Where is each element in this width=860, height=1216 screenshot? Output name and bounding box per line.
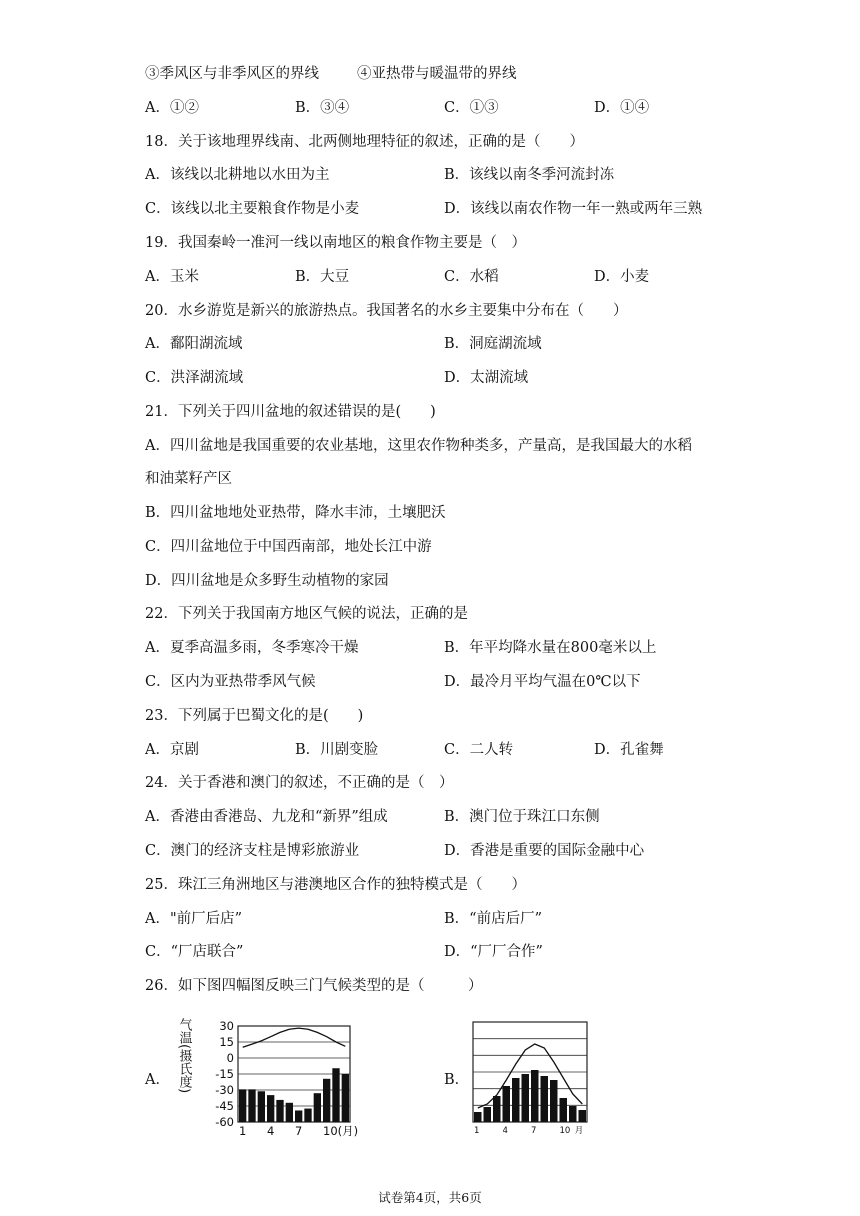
x-tick-label: 10(月): [323, 1124, 359, 1138]
precip-bar: [314, 1093, 321, 1122]
precip-bar: [522, 1074, 530, 1122]
y-tick-label: -15: [215, 1067, 234, 1081]
question-line: 22．下列关于我国南方地区气候的说法，正确的是: [145, 606, 468, 622]
precip-bar: [503, 1086, 511, 1122]
precip-bar: [512, 1078, 520, 1122]
temperature-line: [243, 1028, 346, 1047]
question-line: 19．我国秦岭一准河一线以南地区的粮食作物主要是（ ）: [145, 235, 526, 251]
option-text: D．香港是重要的国际金融中心: [444, 843, 645, 859]
precip-bar: [304, 1109, 311, 1122]
y-tick-label: -45: [215, 1099, 234, 1113]
option-text: C．“厂店联合”: [145, 944, 244, 960]
x-tick-label: 4: [502, 1126, 508, 1136]
option-text: A．玉米: [145, 269, 199, 285]
precip-bar: [239, 1089, 246, 1122]
x-tick-label: 4: [267, 1124, 275, 1138]
precip-bar: [332, 1068, 339, 1122]
precip-bar: [286, 1103, 293, 1122]
question-line: 21．下列关于四川盆地的叙述错误的是( ): [145, 404, 436, 420]
climate-chart-b: [465, 1012, 595, 1142]
precip-bar: [579, 1110, 587, 1122]
option-text: D．①④: [594, 100, 650, 116]
precip-bar: [550, 1080, 558, 1122]
option-a-label: A．: [145, 1072, 170, 1088]
question-line: 20．水乡游览是新兴的旅游热点。我国著名的水乡主要集中分布在（ ）: [145, 303, 628, 319]
option-text: B．大豆: [295, 269, 350, 285]
option-text: B．年平均降水量在800毫米以上: [444, 640, 657, 656]
option-text: B．“前店后厂”: [444, 911, 542, 927]
option-text: C．水稻: [444, 269, 499, 285]
x-tick-label: 7: [531, 1126, 537, 1136]
option-text: C．二人转: [444, 742, 514, 758]
option-text: A．鄱阳湖流域: [145, 336, 243, 352]
y-tick-label: -30: [215, 1083, 234, 1097]
option-text: D．最冷月平均气温在0℃以下: [444, 674, 641, 690]
x-tick-label: 1: [239, 1124, 247, 1138]
precip-bar: [295, 1110, 302, 1122]
y-tick-label: 0: [226, 1051, 234, 1065]
option-text: C．区内为亚热带季风气候: [145, 674, 316, 690]
precip-bar: [258, 1091, 265, 1122]
x-tick-label: 7: [295, 1124, 303, 1138]
question-line: 23．下列属于巴蜀文化的是( ): [145, 708, 364, 724]
option-text: B．③④: [295, 100, 350, 116]
option-text: A．香港由香港岛、九龙和“新界”组成: [145, 809, 388, 825]
precip-bar: [248, 1089, 255, 1122]
option-text: A．该线以北耕地以水田为主: [145, 167, 330, 183]
question-line: C．四川盆地位于中国西南部，地处长江中游: [145, 539, 432, 555]
y-tick-label: -60: [215, 1115, 234, 1129]
precip-bar: [484, 1107, 492, 1122]
climate-chart-a: [170, 1012, 370, 1142]
option-text: C．①③: [444, 100, 499, 116]
precip-bar: [323, 1079, 330, 1122]
x-tick-label: 1: [474, 1126, 480, 1136]
option-text: D．孔雀舞: [594, 742, 664, 758]
question-line: B．四川盆地地处亚热带，降水丰沛，土壤肥沃: [145, 505, 446, 521]
x-tick-label: 10: [559, 1126, 571, 1136]
option-text: A．京剧: [145, 742, 199, 758]
precip-bar: [569, 1106, 577, 1122]
option-text: A．夏季高温多雨，冬季寒冷干燥: [145, 640, 359, 656]
option-text: A．"前厂后店”: [145, 911, 243, 927]
question-line: 18．关于该地理界线南、北两侧地理特征的叙述，正确的是（ ）: [145, 134, 584, 150]
page-footer: 试卷第4页，共6页: [378, 1190, 482, 1205]
option-text: B．该线以南冬季河流封冻: [444, 167, 615, 183]
option-text: A．①②: [145, 100, 199, 116]
option-text: D．太湖流域: [444, 370, 529, 386]
option-text: B．川剧变脸: [295, 742, 379, 758]
option-text: D．“厂厂合作”: [444, 944, 543, 960]
precip-bar: [531, 1070, 539, 1122]
option-text: C．澳门的经济支柱是博彩旅游业: [145, 843, 360, 859]
option-text: ③季风区与非季风区的界线: [145, 66, 319, 82]
question-line: A．四川盆地是我国重要的农业基地，这里农作物种类多，产量高，是我国最大的水稻: [145, 438, 692, 454]
question-line: 25．珠江三角洲地区与港澳地区合作的独特模式是（ ）: [145, 877, 526, 893]
option-text: C．该线以北主要粮食作物是小麦: [145, 201, 360, 217]
option-text: C．洪泽湖流域: [145, 370, 244, 386]
precip-bar: [474, 1112, 482, 1122]
y-tick-label: 15: [219, 1035, 234, 1049]
option-text: B．洞庭湖流域: [444, 336, 542, 352]
y-axis-label: 气温(摄氏度): [176, 1018, 192, 1094]
question-line: 26．如下图四幅图反映三门气候类型的是（ ）: [145, 978, 483, 994]
precip-bar: [493, 1096, 501, 1122]
precip-bar: [267, 1095, 274, 1122]
question-line: D．四川盆地是众多野生动植物的家园: [145, 573, 389, 589]
option-text: B．澳门位于珠江口东侧: [444, 809, 600, 825]
precip-bar: [276, 1100, 283, 1122]
precip-bar: [342, 1074, 349, 1122]
option-b-label: B．: [444, 1072, 470, 1088]
precip-bar: [560, 1098, 568, 1122]
question-line: 24．关于香港和澳门的叙述，不正确的是（ ）: [145, 775, 454, 791]
option-text: D．该线以南农作物一年一熟或两年三熟: [444, 201, 703, 217]
precip-bar: [541, 1076, 549, 1122]
question-line: 和油菜籽产区: [145, 471, 232, 487]
y-tick-label: 30: [219, 1019, 234, 1033]
option-text: ④亚热带与暖温带的界线: [357, 66, 517, 82]
option-text: D．小麦: [594, 269, 650, 285]
x-tick-label: 月: [574, 1126, 584, 1136]
